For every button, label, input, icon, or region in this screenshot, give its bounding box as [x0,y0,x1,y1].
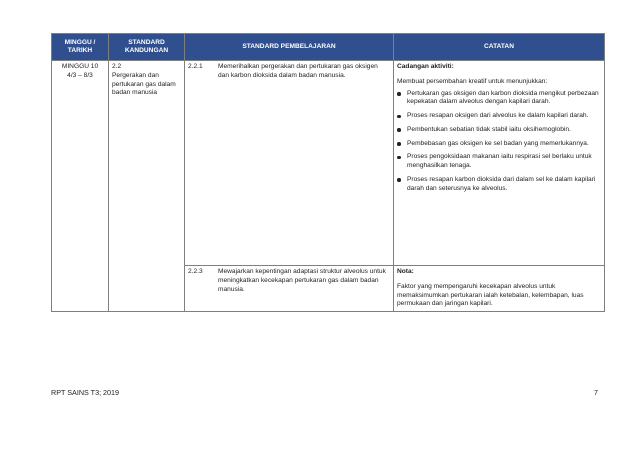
sp-cell-1 [185,61,394,266]
list-item: Proses pengoksidaan makanan iaitu respirasi sel berlaku untuk menghasilkan tenaga. [397,153,601,171]
header-minggu-tarikh: MINGGU / TARIKH [52,34,109,61]
catatan-intro: Membuat persembahan kreatif untuk menunjukkan: [397,77,548,85]
list-item: Pembebasan gas oksigen ke sel badan yang memerlukannya. [397,140,601,149]
nota-text: Faktor yang mempengaruhi kecekapan alveolus untuk memaksimumkan pertukaran ialah ketebalan, kelembapan, luas permukaan dan jaringan kapilari. [397,282,584,308]
minggu-cell [52,61,109,312]
header-standard-kandungan: STANDARD KANDUNGAN [109,34,185,61]
table-header-row [52,34,605,61]
sp-code: 2.2.1 [188,63,203,70]
catatan-cell-1 [394,61,605,266]
lesson-plan-table [51,33,605,312]
bullet-dot-icon [397,156,401,160]
bullet-dot-icon [397,178,401,182]
nota-title: Nota: [397,268,414,275]
activity-list [397,90,601,194]
bullet-dot-icon [397,115,401,119]
page-number: 7 [594,388,598,397]
sk-code: 2.2 [112,63,122,70]
standard-kandungan-cell [109,61,185,312]
footer-title: RPT SAINS T3; 2019 [51,388,120,397]
sp-text: Memerihalkan pergerakan dan pertukaran gas oksigen dan karbon dioksida dalam badan manusia. [218,63,378,79]
header-standard-pembelajaran: STANDARD PEMBELAJARAN [185,34,394,61]
list-item: Pertukaran gas oksigen dan karbon dioksida mengikut perbezaan kepekatan dalam alveolus dengan kapilari darah. [397,90,601,108]
bullet-dot-icon [397,128,401,132]
catatan-title: Cadangan aktiviti: [397,63,454,70]
table-row [52,61,605,266]
bullet-dot-icon [397,142,401,146]
list-item: Proses resapan karbon dioksida dari dalam sel ke dalam kapilari darah dan seterusnya ke alveolus. [397,176,601,194]
sp-code: 2.2.3 [188,268,203,275]
list-item: Proses resapan oksigen dari alveolus ke dalam kapilari darah. [397,112,601,121]
header-catatan: CATATAN [394,34,605,61]
list-item: Pembentukan sebatian tidak stabil iaitu oksihemoglobin. [397,126,601,135]
sp-text: Mewajarkan kepentingan adaptasi struktur alveolus untuk meningkatkan kecekapan pertukaran gas dalam badan manusia. [218,268,386,293]
catatan-cell-2 [394,266,605,312]
minggu-label: MINGGU 10 [61,63,99,70]
sk-text: Pergerakan dan pertukaran gas dalam badan manusia [112,71,176,97]
sp-cell-2 [185,266,394,312]
bullet-dot-icon [397,92,401,96]
minggu-tarikh: 4/3 – 8/3 [67,71,93,79]
